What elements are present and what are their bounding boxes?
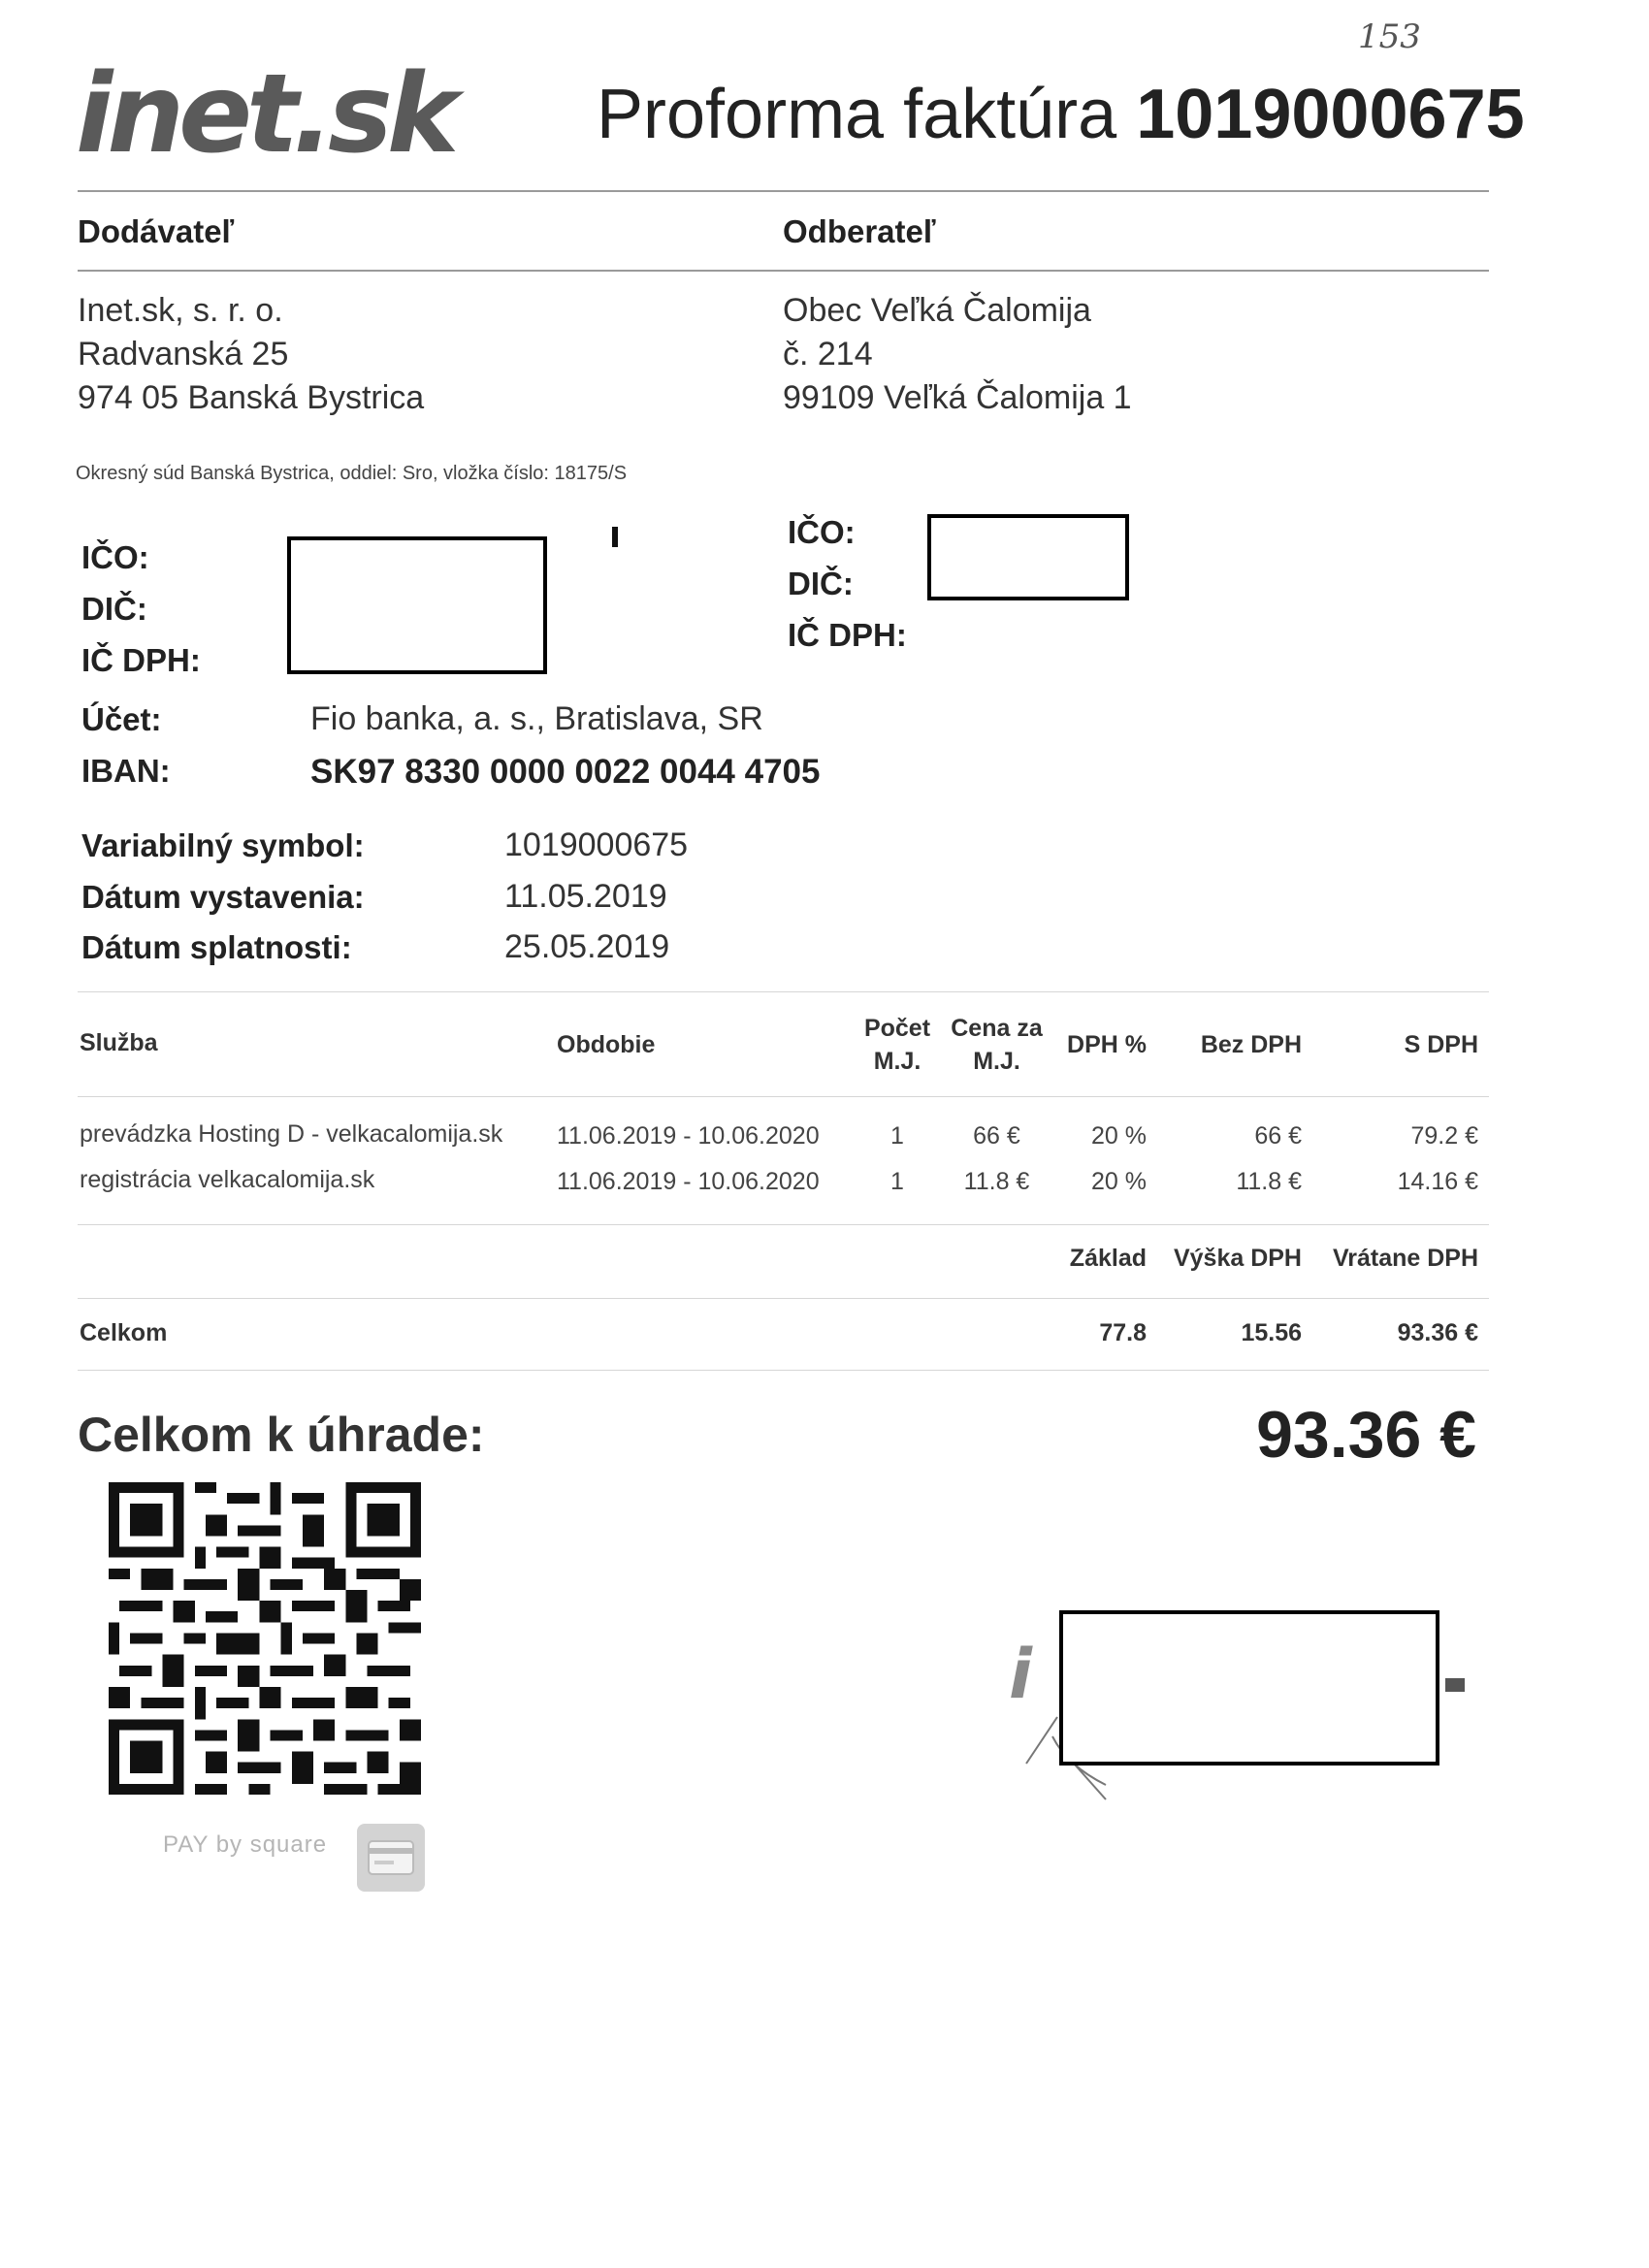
row1-net: 66 €	[1254, 1122, 1302, 1150]
due-date-value: 25.05.2019	[504, 928, 670, 965]
supplier-name: Inet.sk, s. r. o.	[78, 292, 283, 329]
col-header-quantity	[854, 1012, 941, 1078]
invoice-title	[597, 76, 1525, 153]
row1-vat-percent: 20 %	[1091, 1122, 1147, 1150]
customer-dic-label: DIČ:	[788, 566, 854, 601]
summary-base: 77.8	[1099, 1319, 1147, 1346]
row2-unit-price: 11.8 €	[963, 1168, 1030, 1195]
customer-address	[783, 289, 1132, 420]
col-header-quantity-line1: Počet	[863, 1015, 931, 1042]
row1-quantity: 1	[890, 1122, 904, 1150]
row1-period: 11.06.2019 - 10.06.2020	[557, 1122, 820, 1150]
col-header-gross: S DPH	[1404, 1031, 1478, 1058]
summary-header-vat-amount: Výška DPH	[1173, 1245, 1302, 1272]
svg-text:i: i	[1009, 1635, 1032, 1714]
court-registration: Okresný súd Banská Bystrica, oddiel: Sro, vložka číslo: 18175/S	[76, 463, 628, 484]
table-header-rule	[78, 1096, 1489, 1097]
customer-icdph-label: IČ DPH:	[788, 617, 907, 653]
summary-label: Celkom	[80, 1319, 168, 1346]
invoice-number: 1019000675	[1136, 76, 1525, 153]
payment-card-icon	[357, 1824, 425, 1892]
summary-rule	[78, 1298, 1489, 1299]
redaction-box	[927, 514, 1129, 600]
col-header-period: Obdobie	[557, 1031, 656, 1058]
supplier-heading: Dodávateľ	[78, 213, 235, 249]
customer-id-block	[788, 506, 907, 661]
iban-value: SK97 8330 0000 0022 0044 4705	[310, 753, 821, 791]
total-due-label: Celkom k úhrade:	[78, 1408, 485, 1462]
due-date-label: Dátum splatnosti:	[81, 929, 352, 965]
redaction-box	[1059, 1610, 1439, 1766]
col-header-net: Bez DPH	[1200, 1031, 1302, 1058]
header-divider	[78, 190, 1489, 192]
summary-header-base: Základ	[1069, 1245, 1147, 1272]
col-header-unit-price-line2: M.J.	[973, 1048, 1020, 1075]
section-divider	[78, 270, 1489, 272]
summary-vat-amount: 15.56	[1241, 1319, 1302, 1346]
total-due-value: 93.36 €	[1256, 1398, 1476, 1472]
col-header-vat-percent: DPH %	[1067, 1031, 1147, 1058]
customer-city: 99109 Veľká Čalomija 1	[783, 379, 1132, 416]
account-value: Fio banka, a. s., Bratislava, SR	[310, 700, 763, 737]
row2-period: 11.06.2019 - 10.06.2020	[557, 1168, 820, 1195]
customer-name: Obec Veľká Čalomija	[783, 292, 1091, 329]
row2-quantity: 1	[890, 1168, 904, 1195]
supplier-street: Radvanská 25	[78, 336, 289, 373]
summary-incl-vat: 93.36 €	[1397, 1319, 1478, 1346]
table-top-rule	[78, 991, 1489, 992]
customer-street: č. 214	[783, 336, 873, 373]
row2-gross: 14.16 €	[1397, 1168, 1478, 1195]
table-bottom-rule	[78, 1370, 1489, 1371]
supplier-icdph-label: IČ DPH:	[81, 642, 201, 678]
supplier-ico-label: IČO:	[81, 539, 149, 575]
row1-unit-price: 66 €	[973, 1122, 1020, 1150]
qr-code-icon	[109, 1482, 421, 1795]
customer-heading: Odberateľ	[783, 213, 936, 249]
scan-mark	[612, 527, 618, 547]
invoice-title-prefix: Proforma faktúra	[597, 76, 1117, 153]
row1-service: prevádzka Hosting D - velkacalomija.sk	[80, 1120, 503, 1148]
row2-vat-percent: 20 %	[1091, 1168, 1147, 1195]
redaction-box	[287, 536, 547, 674]
row1-gross: 79.2 €	[1410, 1122, 1478, 1150]
issue-date-value: 11.05.2019	[504, 878, 667, 915]
table-body-rule	[78, 1224, 1489, 1225]
row2-service: registrácia velkacalomija.sk	[80, 1166, 375, 1193]
pay-by-square-label: PAY by square	[163, 1831, 328, 1858]
col-header-unit-price-line1: Cena za	[951, 1015, 1043, 1042]
variable-symbol-label: Variabilný symbol:	[81, 827, 365, 863]
row2-net: 11.8 €	[1236, 1168, 1302, 1195]
account-label: Účet:	[81, 701, 162, 737]
iban-label: IBAN:	[81, 753, 171, 789]
col-header-quantity-line2: M.J.	[873, 1048, 922, 1075]
customer-ico-label: IČO:	[788, 514, 856, 550]
supplier-address	[78, 289, 424, 420]
supplier-city: 974 05 Banská Bystrica	[78, 379, 425, 416]
col-header-service: Služba	[80, 1029, 158, 1056]
summary-header-incl-vat: Vrátane DPH	[1332, 1245, 1478, 1272]
issue-date-label: Dátum vystavenia:	[81, 879, 365, 915]
variable-symbol-value: 1019000675	[504, 826, 689, 863]
supplier-id-block	[81, 532, 201, 686]
supplier-dic-label: DIČ:	[81, 591, 147, 627]
handwritten-note: 153	[1358, 17, 1421, 56]
company-logo: inet.sk	[76, 51, 454, 178]
